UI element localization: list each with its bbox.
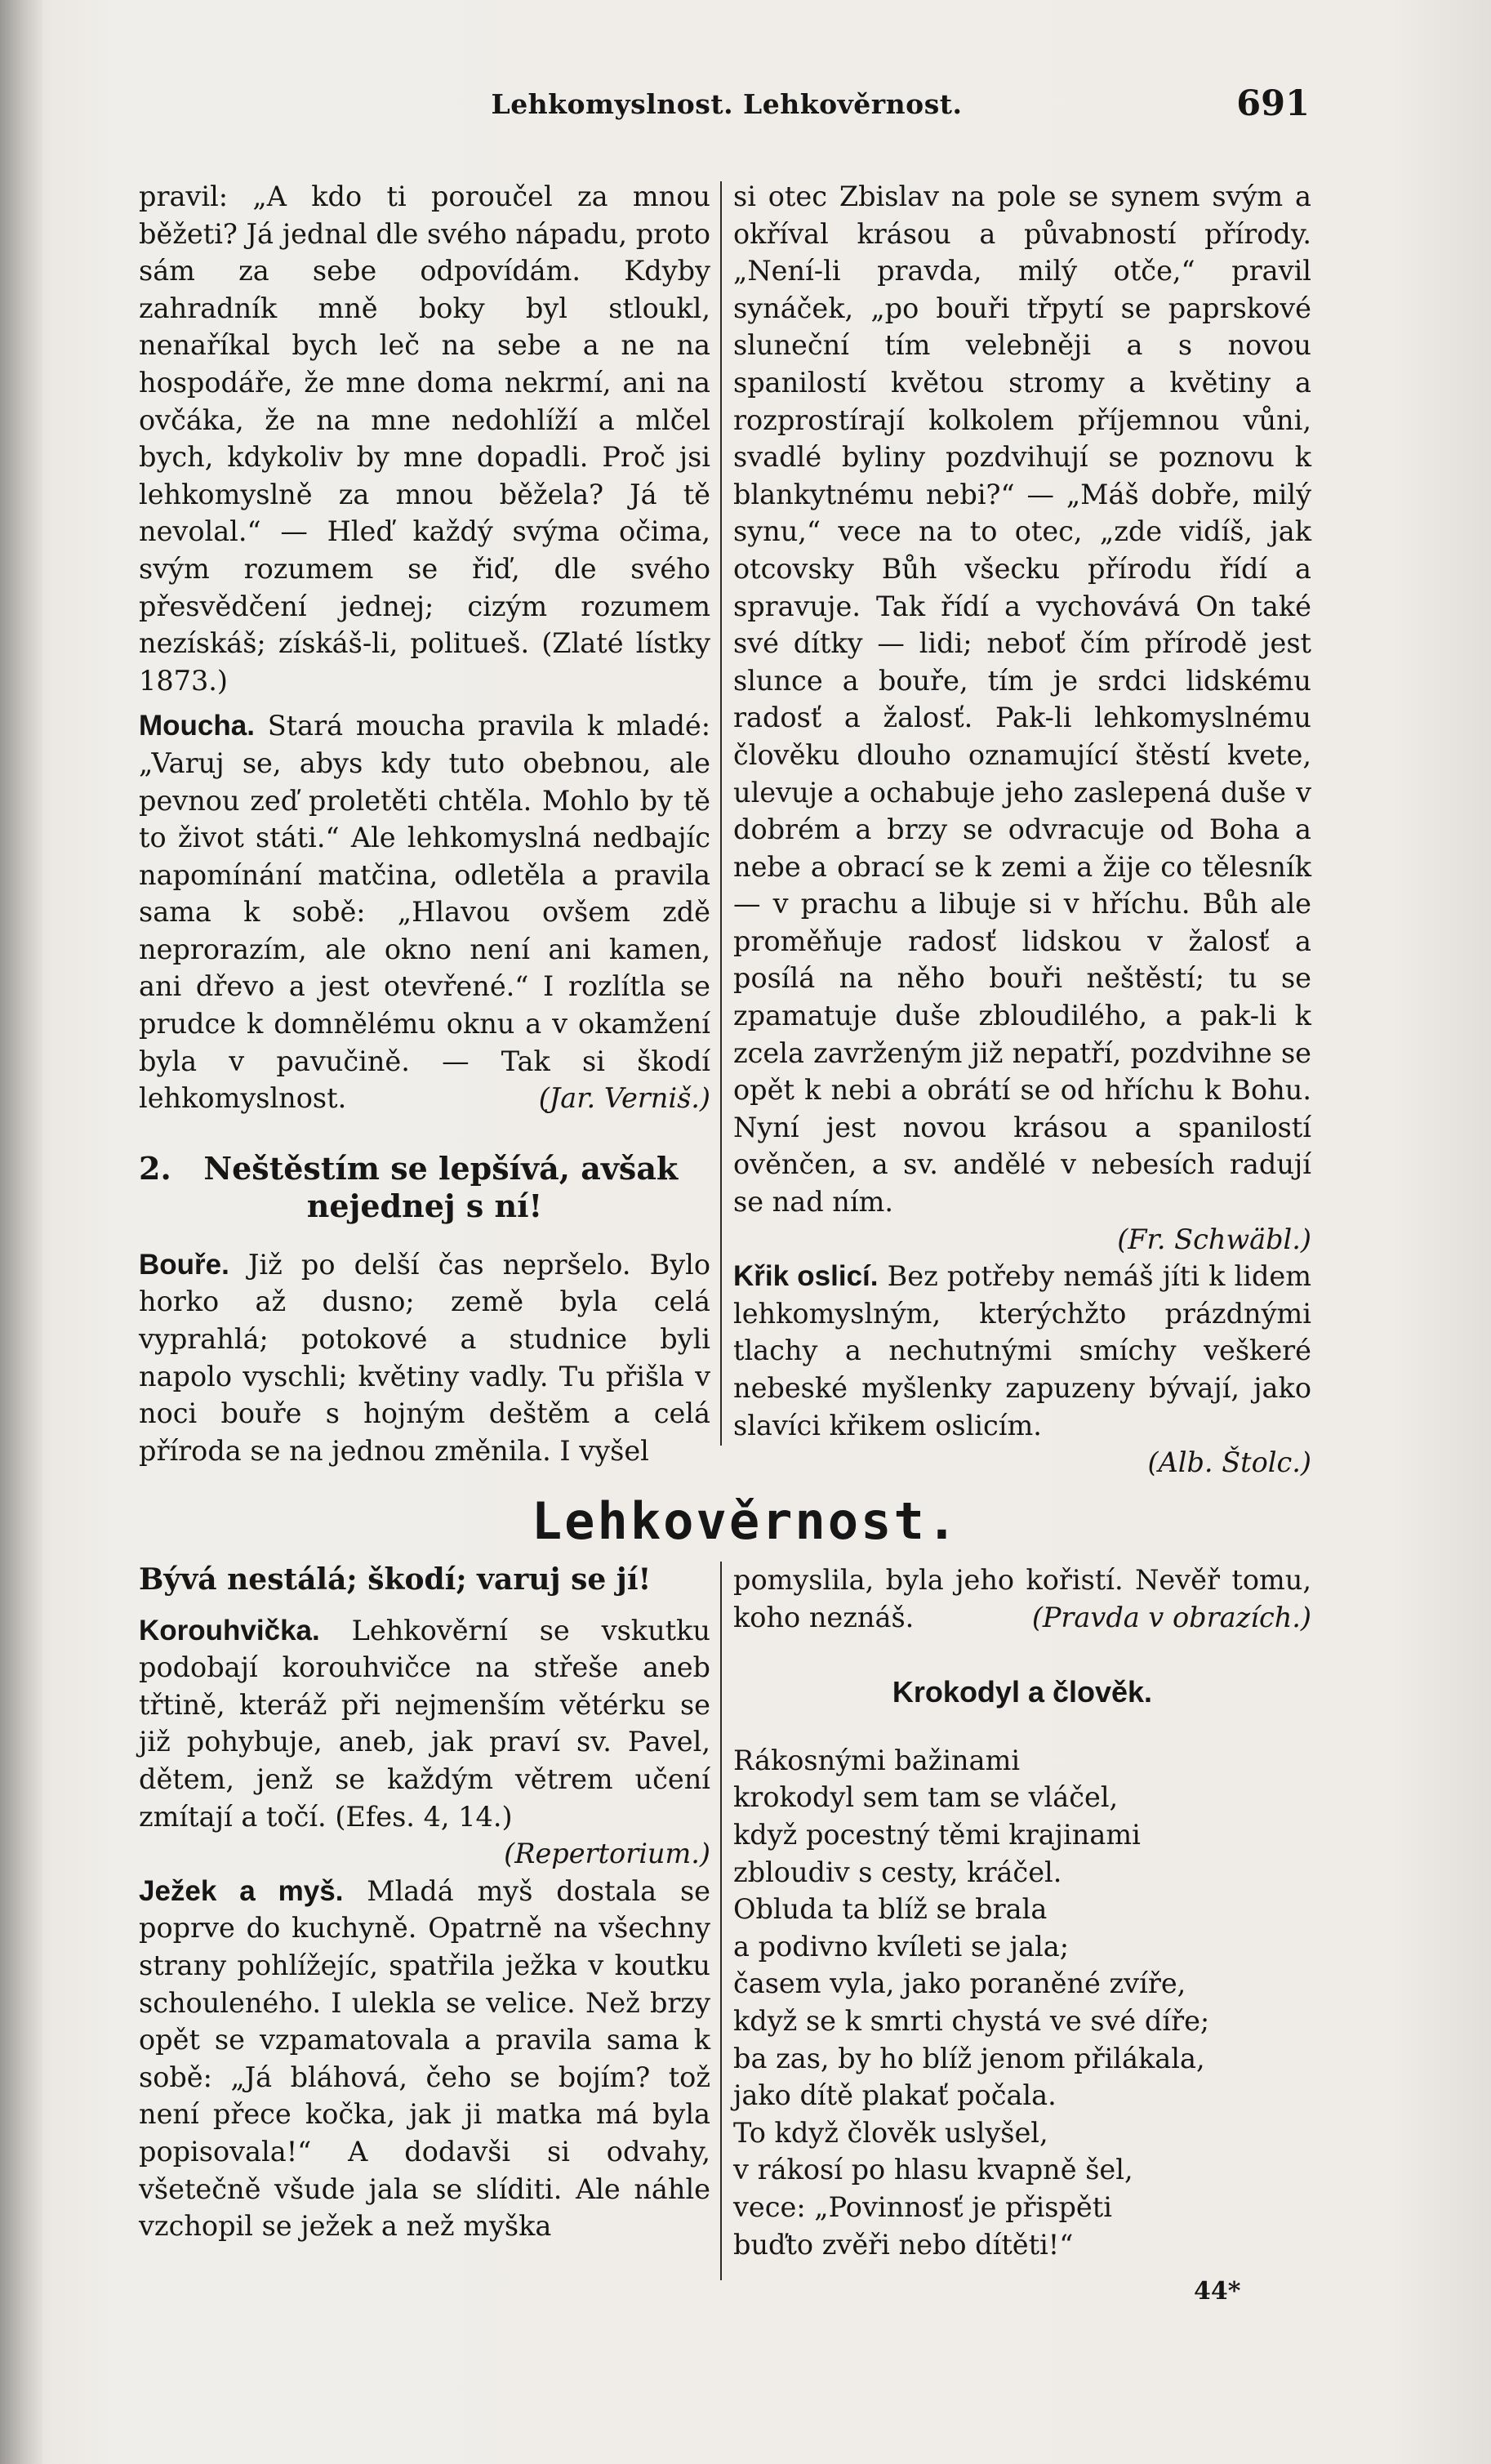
korouhvicka-source: (Repertorium.) xyxy=(504,1838,710,1870)
poem-line: Obluda ta blíž se brala xyxy=(733,1893,1048,1926)
running-title: Lehkomyslnost. Lehkověrnost. xyxy=(491,88,963,120)
poem xyxy=(733,1742,1311,2263)
poem-title: Krokodyl a člověk. xyxy=(892,1675,1153,1709)
keyword-boure: Bouře. xyxy=(139,1248,229,1281)
keyword-moucha: Moucha. xyxy=(139,710,255,742)
paragraph-boure xyxy=(139,1246,710,1470)
poem-line: když se k smrti chystá ve své díře; xyxy=(733,2004,1210,2037)
poem-line: a podivno kvíleti se jala; xyxy=(733,1930,1070,1963)
pomyslila-source: (Pravda v obrazích.) xyxy=(1031,1601,1311,1633)
signature-mark: 44* xyxy=(1194,2277,1241,2306)
poem-line: To když člověk uslyšel, xyxy=(733,2116,1048,2149)
section-title-lehkovernost: Lehkověrnost. xyxy=(531,1491,960,1551)
paragraph-jezek xyxy=(139,1873,710,2245)
poem-line: jako dítě plakať počala. xyxy=(733,2079,1057,2112)
poem-line: vece: „Povinnosť je přispěti xyxy=(733,2190,1112,2223)
poem-line: krokodyl sem tam se vláčel, xyxy=(733,1781,1119,1814)
poem-line: zbloudiv s cesty, kráčel. xyxy=(733,1856,1062,1888)
paragraph-intro: pravil: „A kdo ti poroučel za mnou běžeti? Já jednal dle svého nápadu, proto sám za sebe odpovídám. Kdyby zahradník mně boky byl stloukl, nenaříkal bych leč na sebe a ne na hospodáře, že mne doma nekrmí, ani na ovčáka, že na mne nedohlíží a mlčel bych, kdykoliv by mne dopadli. Proč jsi lehkomyslně za mnou běžela? Já tě nevolal.“ — Hleď každý svýma očima, svým rozumem se řiď, dle svého přesvědčení jednej; cizým rozumem nezískáš; získáš-li, politueš. (Zlaté lístky 1873.) xyxy=(139,180,710,697)
keyword-korouhvicka: Korouhvička. xyxy=(139,1614,320,1646)
krik-source: (Alb. Štolc.) xyxy=(1147,1446,1311,1479)
jezek-text: Mladá myš dostala se poprve do kuchyně. Opatrně na všechny strany pohlížejíc, spatřila ježka v koutku schouleného. I ulekla se velice. Než brzy opět se vzpamatovala a pravila sama k sobě: „Já bláhová, čeho se bojím? tož není přece kočka, jak ji matka má byla popisovala!“ A dodavši si odvahy, všetečně všude jala se slíditi. Ale náhle vzchopil se ježek a než myška xyxy=(139,1874,710,2243)
zbislav-source: (Fr. Schwäbl.) xyxy=(1117,1223,1311,1255)
moucha-text: Stará moucha pravila k mladé: „Varuj se, abys kdy tuto obebnou, ale pevnou zeď proletěti chtěla. Mohlo by tě to život státi.“ Ale lehkomyslná nedbajíc napomínání matčina, odletěla a pravila sama k sobě: „Hlavou ovšem zdě neprorazím, ale okno není ani kamen, ani dřevo a jest otevřené.“ I rozlítla se prudce k domnělému oknu a v okamžení byla v pavučině. — Tak si škodí lehkomyslnost. xyxy=(139,710,710,1115)
poem-line: Rákosnými bažinami xyxy=(733,1744,1021,1776)
keyword-jezek: Ježek a myš. xyxy=(139,1874,344,1907)
boure-text: Již po delší čas nepršelo. Bylo horko až dusno; země byla celá vyprahlá; potokové a studnice byli napolo vyschli; květiny vadly. Tu přišla v noci bouře s hojným deštěm a celá příroda se na jednou změnila. I vyšel xyxy=(139,1248,710,1467)
paragraph-korouhvicka xyxy=(139,1612,710,1836)
korouhvicka-text: Lehkověrní se vskutku podobají korouhvičce na střeše aneb třtině, kteráž při nejmenším větérku se již pohybuje, aneb, jak praví sv. Pavel, dětem, jenž se každým větrem učení zmítají a točí. (Efes. 4, 14.) xyxy=(139,1614,710,1833)
paragraph-krik xyxy=(733,1258,1311,1444)
paragraph-zbislav: si otec Zbislav na pole se synem svým a okříval krásou a půvabností přírody. „Není-li pravda, milý otče,“ pravil synáček, „po bouři třpytí se paprskové sluneční tím velebněji a s novou spanilostí květou stromy a květiny a rozprostírají kolkolem příjemnou vůni, svadlé byliny pozdvihují se poznovu k blankytnému nebi?“ — „Máš dobře, milý synu,“ vece na to otec, „zde vidíš, jak otcovsky Bůh všecku přírodu řídí a spravuje. Tak řídí a vychovává On také své dítky — lidi; neboť čím přírodě jest slunce a bouře, tím je srdci lidskému radosť a žalosť. Pak-li lehkomyslnému člověku dlouho oznamující štěstí kvete, ulevuje a ochabuje jeho zaslepená duše v dobrém a brzy se odvracuje od Boha a nebe a obrací se k zemi a žije co tělesník — v prachu a libuje si v hříchu. Bůh ale proměňuje radosť lidskou v žalosť a posílá na něho bouři neštěstí; tu se zpamatuje duše zbloudilého, a pak-li k zcela zavrženým již nepatří, pozdvihne se opět k nebi a obrátí se od hříchu k Bohu. Nyní jest novou krásou a spanilostí ověnčen, a sv. andělé v nebesích radují se nad ním. xyxy=(733,180,1311,1219)
section1-right-column xyxy=(733,178,1311,1482)
poem-line: časem vyla, jako poraněné zvíře, xyxy=(733,1967,1186,2000)
section-heading-2 xyxy=(139,1150,710,1225)
pomyslila-text: pomyslila, byla jeho kořistí. Nevěř tomu, koho neznáš. xyxy=(733,1564,1311,1633)
poem-line: v rákosí po hlasu kvapně šel, xyxy=(733,2154,1133,2186)
paragraph-pomyslila xyxy=(733,1562,1311,1636)
keyword-krik: Křik oslicí. xyxy=(733,1260,879,1293)
heading-text: Neštěstím se lepšívá, avšak nejednej s ní! xyxy=(203,1149,679,1224)
page-number: 691 xyxy=(1236,83,1310,124)
moucha-source: (Jar. Verniš.) xyxy=(538,1082,710,1115)
poem-line: buďto zvěři nebo dítěti!“ xyxy=(733,2228,1074,2261)
section2-left-column xyxy=(139,1562,710,2245)
paragraph-moucha xyxy=(139,707,710,1117)
poem-line: ba zas, by ho blíž jenom přilákala, xyxy=(733,2042,1205,2074)
column-divider xyxy=(720,181,722,1446)
poem-line: když pocestný těmi krajinami xyxy=(733,1818,1141,1851)
section2-right-column xyxy=(733,1562,1311,2263)
krik-text: Bez potřeby nemáš jíti k lidem lehkomyslným, kterýchžto prázdnými tlachy a nechutnými smíchy veškeré nebeské myšlenky zapuzeny bývají, jako slavíci křikem oslicím. xyxy=(733,1260,1311,1441)
book-spine-shadow xyxy=(0,0,42,2464)
section2-subheading: Bývá nestálá; škodí; varuj se jí! xyxy=(139,1562,652,1597)
heading-number: 2. xyxy=(139,1149,171,1187)
column-divider-2 xyxy=(720,1562,722,2280)
section1-left-column xyxy=(139,178,710,1469)
page-header xyxy=(139,78,1315,136)
